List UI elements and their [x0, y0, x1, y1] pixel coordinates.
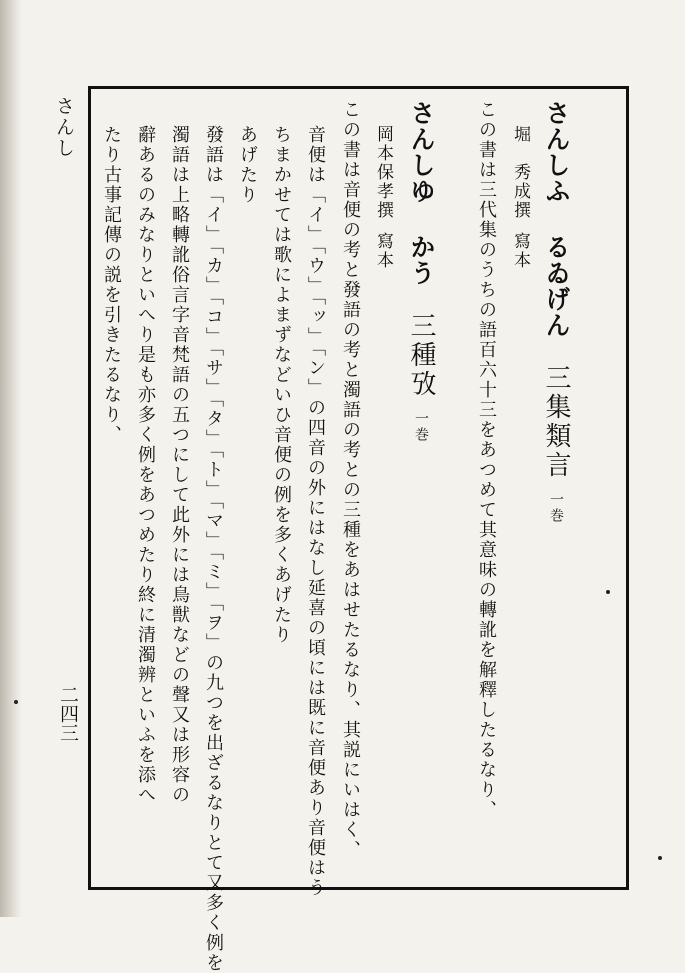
body-line: 發語は「イ」「カ」「コ」「サ」「タ」「ト」「マ」「ミ」「ヲ」の九つを出ざるなりとて又多く例を [203, 125, 224, 973]
author: 堀 秀成撰 [510, 125, 530, 220]
page-binding-shadow [0, 0, 22, 917]
author-line [374, 125, 391, 270]
heading-kana: さんしふ るゐげん [542, 100, 571, 338]
body-line: 辭あるのみなりといへり是も亦多く例をあつめたり終に清濁辨といふを添へ [135, 125, 156, 805]
author: 岡本保孝撰 [373, 125, 393, 220]
body-line: たり古事記傳の説を引きたるなり、 [101, 125, 122, 445]
manuscript-format: 寫本 [373, 232, 393, 270]
scan-speck [658, 856, 662, 860]
body-line: 音便は「イ」「ウ」「ッ」「ン」の四音の外にはなし延喜の頃には既に音便あり音便はう [305, 125, 326, 898]
page-number: 二四三 [57, 685, 79, 742]
running-header: さんし [53, 96, 75, 159]
heading-kanji: 三集類言 [541, 364, 571, 480]
manuscript-format: 寫本 [510, 232, 530, 270]
body-line: この書は三代集のうちの語百六十三をあつめて其意味の轉訛を解釋したるなり、 [476, 100, 497, 820]
scan-speck [14, 700, 18, 704]
body-line: ちまかせては歌によまずなどいひ音便の例を多くあげたり [271, 125, 292, 645]
author-line [511, 125, 528, 270]
volume-count: 一巻 [413, 411, 429, 443]
body-line: あげたり [237, 125, 258, 205]
heading-kanji: 三種攷 [406, 312, 436, 399]
entry-heading [408, 100, 434, 443]
scan-speck [606, 590, 610, 594]
volume-count: 一巻 [548, 492, 564, 524]
body-line: 濁語は上略轉訛俗言字音梵語の五つにして此外には鳥獣などの聲又は形容の [169, 125, 190, 805]
heading-kana: さんしゆ かう [407, 100, 436, 286]
body-line: この書は音便の考と發語の考と濁語の考との三種をあはせたるなり、其説にいはく、 [340, 100, 361, 860]
entry-heading [543, 100, 569, 524]
